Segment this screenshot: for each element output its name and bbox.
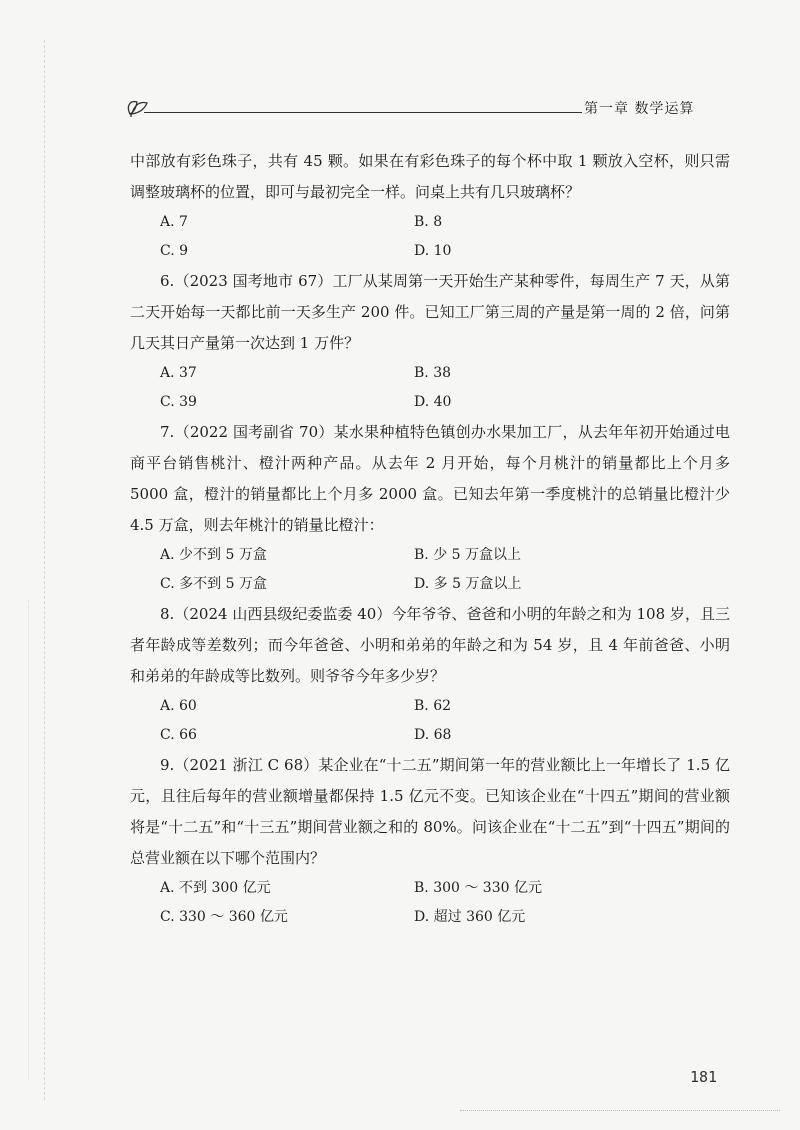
chapter-title: 第一章 数学运算 — [584, 101, 695, 117]
question-7-stem: 7.（2022 国考副省 70）某水果种植特色镇创办水果加工厂，从去年年初开始通过电商平台销售桃汁、橙汁两种产品。从去年 2 月开始，每个月桃汁的销量都比上个月多 5000 盒，橙汁的销量都比上个月多 2000 盒。已知去年第一季度桃汁的总销量比橙汁少 4.5 万盒，则去年桃汁的销量比橙汁： — [130, 423, 730, 534]
option: D. 40 — [414, 394, 452, 410]
option: C. 多不到 5 万盒 — [160, 576, 267, 592]
option: C. 66 — [160, 727, 197, 743]
option: D. 超过 360 亿元 — [414, 909, 526, 925]
header-rule — [144, 112, 582, 113]
question-5-options — [130, 208, 730, 266]
scan-noise — [460, 1110, 780, 1111]
sprout-icon — [122, 96, 156, 118]
option: A. 少不到 5 万盒 — [160, 547, 267, 563]
question-9-options — [130, 874, 730, 932]
question-8-stem: 8.（2024 山西县级纪委监委 40）今年爷爷、爸爸和小明的年龄之和为 108 岁，且三者年龄成等差数列；而今年爸爸、小明和弟弟的年龄之和为 54 岁，且 4 年前爸爸、小明和弟弟的年龄成等比数列。则爷爷今年多少岁？ — [130, 605, 730, 685]
option: A. 60 — [160, 698, 197, 714]
option: B. 62 — [414, 698, 452, 714]
option: A. 不到 300 亿元 — [160, 880, 271, 896]
scan-edge — [44, 40, 46, 1100]
question-6-stem: 6.（2023 国考地市 67）工厂从某周第一天开始生产某种零件，每周生产 7 天，从第二天开始每一天都比前一天多生产 200 件。已知工厂第三周的产量是第一周的 2 倍，问第几天其日产量第一次达到 1 万件？ — [130, 272, 730, 352]
option: D. 10 — [414, 243, 452, 259]
question-5-stem-continued: 中部放有彩色珠子，共有 45 颗。如果在有彩色珠子的每个杯中取 1 颗放入空杯，则只需调整玻璃杯的位置，即可与最初完全一样。问桌上共有几只玻璃杯？ — [130, 152, 730, 201]
option: D. 多 5 万盒以上 — [414, 576, 522, 592]
running-header — [122, 96, 722, 122]
option: B. 300 ～ 330 亿元 — [414, 880, 542, 896]
option: D. 68 — [414, 727, 452, 743]
option: C. 39 — [160, 394, 197, 410]
page-content — [130, 146, 730, 932]
option: A. 7 — [160, 214, 188, 230]
question-8-options — [130, 692, 730, 750]
option: B. 少 5 万盒以上 — [414, 547, 521, 563]
question-9-stem: 9.（2021 浙江 C 68）某企业在“十二五”期间第一年的营业额比上一年增长了 1.5 亿元，且往后每年的营业额增量都保持 1.5 亿元不变。已知该企业在“十四五”期间的营业额将是“十二五”和“十三五”期间营业额之和的 80%。问该企业在“十二五”到“十四五”期间的总营业额在以下哪个范围内？ — [130, 756, 730, 867]
scan-edge — [28, 600, 30, 1080]
option: C. 330 ～ 360 亿元 — [160, 909, 288, 925]
option: C. 9 — [160, 243, 189, 259]
option: B. 8 — [414, 214, 443, 230]
question-7-options — [130, 541, 730, 599]
page-number: 181 — [690, 1068, 718, 1086]
option: A. 37 — [160, 365, 197, 381]
question-6-options — [130, 359, 730, 417]
option: B. 38 — [414, 365, 452, 381]
